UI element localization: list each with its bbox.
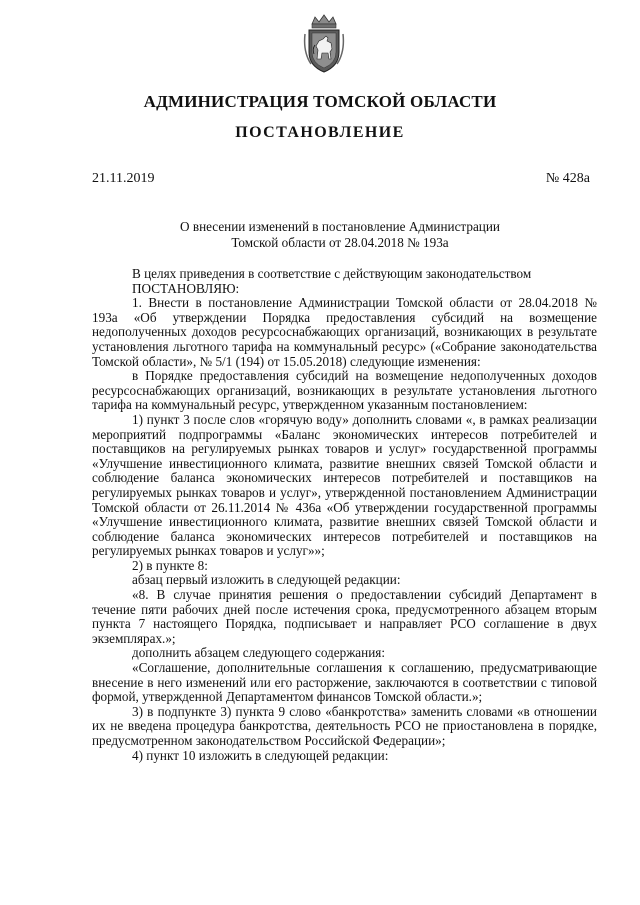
paragraph: 2) в пункте 8: (132, 557, 208, 573)
document-body (92, 267, 597, 763)
paragraph-resolve: ПОСТАНОВЛЯЮ: (132, 280, 240, 296)
subject-line: Томской области от 28.04.2018 № 193а (231, 235, 449, 250)
paragraph: 3) в подпункте 3) пункта 9 слово «банкротства» заменить словами «в отношении их не введена процедура банкротства, деятельность РСО не приостановлена в порядке, предусмотренном законодательством Российской Федерации»; (92, 703, 597, 748)
subject-line: О внесении изменений в постановление Администрации (180, 219, 500, 234)
paragraph-preamble: В целях приведения в соответствие с действующим законодательством (132, 266, 532, 281)
document-date: 21.11.2019 (92, 171, 155, 186)
document-type-title: ПОСТАНОВЛЕНИЕ (235, 124, 405, 141)
organization-title: АДМИНИСТРАЦИЯ ТОМСКОЙ ОБЛАСТИ (143, 92, 497, 111)
paragraph: «8. В случае принятия решения о предоставлении субсидий Департамент в течение пяти рабочих дней после истечения срока, предусмотренного абзацем вторым пункта 7 настоящего Порядка, подписывает и направляет РСО соглашение в двух экземплярах.»; (92, 587, 597, 646)
paragraph: 1) пункт 3 после слов «горячую воду» дополнить словами «, в рамках реализации мероприятий подпрограммы «Баланс экономических интересов потребителей и поставщиков на регулируемых рынках товаров и услуг» государственной программы «Улучшение инвестиционного климата, развитие внешних связей Томской области и соблюдение баланса экономических интересов потребителей и поставщиков на регулируемых рынках товаров и услуг», утвержденной постановлением Администрации Томской области от 26.11.2014 № 436а «Об утверждении государственной программы «Улучшение инвестиционного климата, развитие внешних связей Томской области и соблюдение баланса экономических интересов потребителей и поставщиков на регулируемых рынках товаров и услуг»»; (92, 411, 597, 559)
document-number: № 428а (545, 171, 590, 186)
document-subject (100, 219, 580, 251)
paragraph: абзац первый изложить в следующей редакции: (132, 572, 401, 588)
paragraph: дополнить абзацем следующего содержания: (132, 645, 386, 661)
coat-of-arms-icon (303, 14, 345, 74)
paragraph: «Соглашение, дополнительные соглашения к соглашению, предусматривающие внесение в него изменений или его расторжение, заключаются в соответствии с типовой формой, утвержденной Департаментом финансов Томской области.»; (92, 660, 597, 705)
paragraph: 1. Внести в постановление Администрации Томской области от 28.04.2018 № 193а «Об утверждении Порядка предоставления субсидий на возмещение недополученных доходов ресурсоснабжающих организаций, возникающих в результате установления льготного тарифа на коммунальный ресурс» («Собрание законодательства Томской области», № 5/1 (194) от 15.05.2018) следующие изменения: (92, 295, 597, 369)
paragraph: 4) пункт 10 изложить в следующей редакции: (132, 747, 389, 763)
paragraph: в Порядке предоставления субсидий на возмещение недополученных доходов ресурсоснабжающих организаций, возникающих в результате установления льготного тарифа на коммунальный ресурс, утвержденном указанным постановлением: (92, 368, 597, 413)
